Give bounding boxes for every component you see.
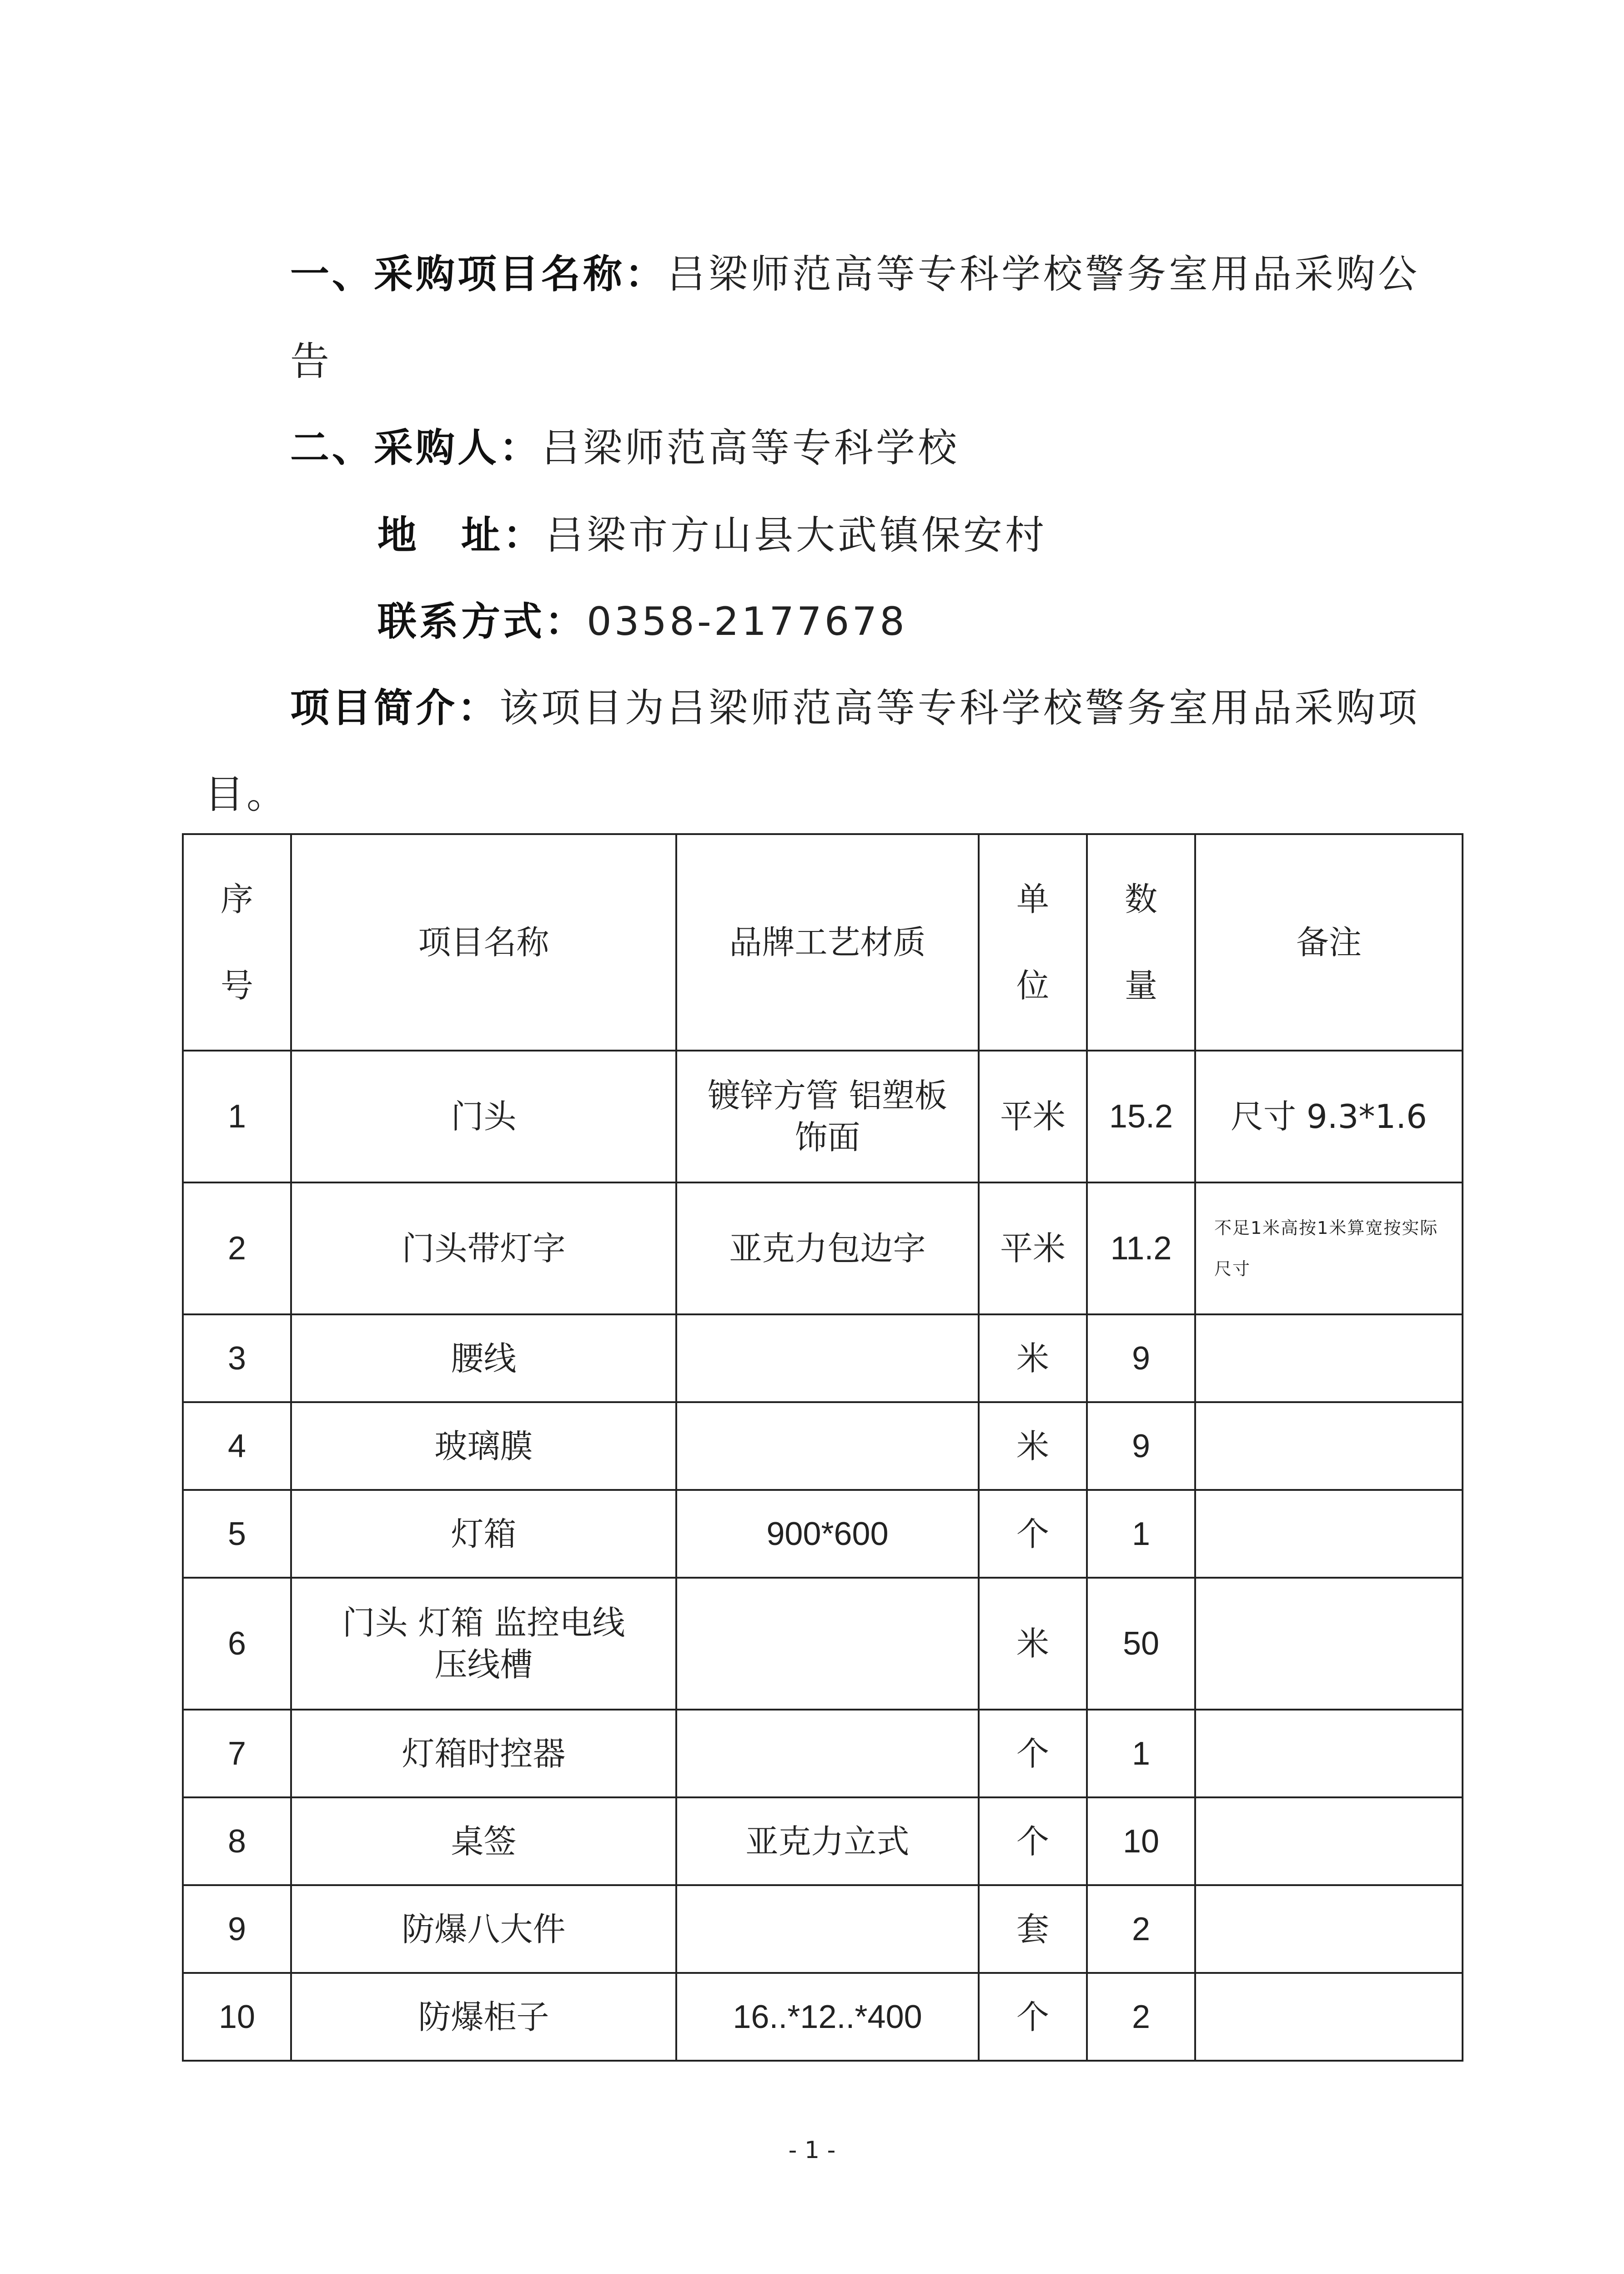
cell-material [676,1402,979,1490]
project-name-label: 一、采购项目名称： [290,252,667,297]
cell-material: 16..*12..*400 [676,1973,979,2061]
table-row [183,1051,1463,1182]
cell-name: 防爆柜子 [291,1973,676,2061]
purchaser-label: 二、采购人： [290,425,541,471]
cell-material: 镀锌方管 铝塑板 饰面 [676,1051,979,1182]
cell-unit: 套 [979,1885,1087,1973]
cell-unit: 米 [979,1578,1087,1710]
table-row [183,1314,1463,1402]
cell-remark: 不足1米高按1米算宽按实际 尺寸 [1195,1182,1463,1314]
header-name: 项目名称 [291,834,676,1051]
cell-name: 灯箱 [291,1490,676,1578]
cell-name: 灯箱时控器 [291,1710,676,1797]
cell-qty: 2 [1087,1885,1195,1973]
project-name-line [290,249,1420,299]
cell-material [676,1710,979,1797]
table-row [183,1797,1463,1885]
table-row [183,1182,1463,1314]
address-value: 吕梁市方山县大武镇保安村 [545,513,1047,558]
cell-unit: 个 [979,1797,1087,1885]
cell-material [676,1578,979,1710]
cell-remark [1195,1973,1463,2061]
cell-unit: 平米 [979,1051,1087,1182]
procurement-table [182,833,1463,2062]
cell-no: 6 [183,1578,291,1710]
cell-name: 腰线 [291,1314,676,1402]
header-index: 序 号 [183,834,291,1051]
cell-name: 桌签 [291,1797,676,1885]
cell-remark [1195,1797,1463,1885]
contact-value: 0358-2177678 [587,599,907,644]
cell-no: 7 [183,1710,291,1797]
cell-qty: 9 [1087,1314,1195,1402]
address-line [377,510,1047,560]
table-header-row [183,834,1463,1051]
address-label: 地 址： [377,513,545,558]
header-qty: 数 量 [1087,834,1195,1051]
cell-qty: 1 [1087,1490,1195,1578]
cell-no: 3 [183,1314,291,1402]
project-name-continuation: 告 [290,339,332,384]
cell-remark [1195,1314,1463,1402]
cell-name: 防爆八大件 [291,1885,676,1973]
cell-material: 亚克力包边字 [676,1182,979,1314]
cell-unit: 个 [979,1973,1087,2061]
table-row [183,1710,1463,1797]
cell-no: 10 [183,1973,291,2061]
intro-label: 项目简介： [290,685,499,731]
cell-name: 玻璃膜 [291,1402,676,1490]
cell-qty: 50 [1087,1578,1195,1710]
cell-unit: 平米 [979,1182,1087,1314]
cell-name: 门头 灯箱 监控电线 压线槽 [291,1578,676,1710]
cell-no: 9 [183,1885,291,1973]
cell-material [676,1314,979,1402]
purchaser-line [290,423,960,473]
cell-no: 8 [183,1797,291,1885]
intro-line [290,683,1420,733]
cell-remark [1195,1578,1463,1710]
page-number: - 1 - [788,2137,836,2164]
cell-unit: 个 [979,1490,1087,1578]
table-row [183,1973,1463,2061]
purchaser-value: 吕梁师范高等专科学校 [541,425,960,471]
cell-remark [1195,1710,1463,1797]
cell-unit: 米 [979,1402,1087,1490]
cell-no: 2 [183,1182,291,1314]
cell-material [676,1885,979,1973]
cell-remark [1195,1885,1463,1973]
cell-remark: 尺寸 9.3*1.6 [1195,1051,1463,1182]
header-unit: 单 位 [979,834,1087,1051]
header-material: 品牌工艺材质 [676,834,979,1051]
cell-unit: 个 [979,1710,1087,1797]
cell-qty: 2 [1087,1973,1195,2061]
cell-qty: 15.2 [1087,1051,1195,1182]
cell-no: 4 [183,1402,291,1490]
cell-name: 门头带灯字 [291,1182,676,1314]
intro-value: 该项目为吕梁师范高等专科学校警务室用品采购项 [499,685,1420,731]
cell-material: 900*600 [676,1490,979,1578]
table-row [183,1402,1463,1490]
table-row [183,1490,1463,1578]
cell-unit: 米 [979,1314,1087,1402]
cell-remark [1195,1402,1463,1490]
cell-qty: 11.2 [1087,1182,1195,1314]
intro-continuation: 目。 [205,772,288,817]
cell-no: 1 [183,1051,291,1182]
contact-line [377,597,907,647]
contact-label: 联系方式： [377,599,587,644]
cell-qty: 9 [1087,1402,1195,1490]
cell-remark [1195,1490,1463,1578]
cell-name: 门头 [291,1051,676,1182]
cell-no: 5 [183,1490,291,1578]
header-remark: 备注 [1195,834,1463,1051]
cell-qty: 1 [1087,1710,1195,1797]
project-name-value: 吕梁师范高等专科学校警务室用品采购公 [667,252,1420,297]
cell-material: 亚克力立式 [676,1797,979,1885]
cell-qty: 10 [1087,1797,1195,1885]
table-row [183,1578,1463,1710]
table-row [183,1885,1463,1973]
